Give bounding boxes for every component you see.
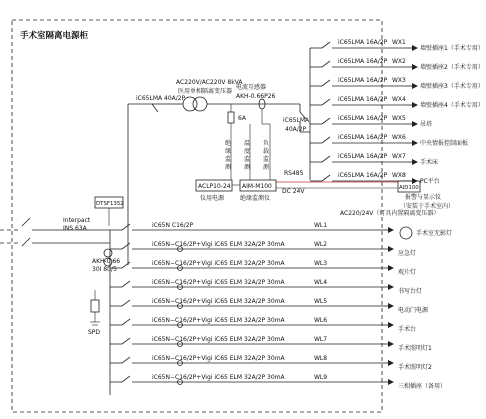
upper-circuit-code: WX1 [392, 39, 406, 46]
lower-circuit-wl3 [110, 260, 416, 276]
arrow-icon [388, 303, 394, 309]
upper-load-label: 墙壁插座1（手术专用） [420, 45, 484, 52]
upper-load-label: 墙壁插座3（手术专用） [420, 83, 484, 90]
upper-load-label: 吊塔 [420, 121, 433, 128]
alarm-label: 报警与显示仪 [405, 194, 442, 201]
arrow-icon [412, 121, 418, 127]
upper-feeder-breaker: iC65LMA [283, 117, 310, 124]
rs485-label: RS485 [284, 170, 304, 177]
transformer-name: 医用单相隔离变压器 [178, 88, 233, 95]
lower-circuit-code: WL7 [314, 336, 328, 343]
upper-circuit-code: WX7 [392, 153, 406, 160]
arrow-icon [412, 64, 418, 70]
upper-breaker-label: iC65LMA 16A/2P [338, 96, 388, 103]
upper-circuit-code: WX4 [392, 96, 406, 103]
interpact-label: Interpact [63, 217, 91, 224]
upper-circuit-code: WX5 [392, 115, 406, 122]
arrow-icon [388, 265, 394, 271]
arrow-icon [388, 246, 394, 252]
spd-label: SPD [88, 329, 101, 336]
upper-load-label: 中央情报控制面板 [420, 140, 469, 147]
arrow-icon [388, 227, 394, 233]
wl1-extra-label: AC220/24V（灯具内置隔离变压器） [340, 210, 440, 217]
lower-circuit-code: WL4 [314, 279, 328, 286]
panel-title: 手术室隔离电源柜 [20, 31, 89, 41]
lower-load-label: 三相插座（备用） [398, 383, 447, 390]
upper-feeder-rating: 40A/2P [285, 126, 307, 133]
power-label: 仪用电源 [200, 195, 225, 202]
lower-circuit-wl9 [110, 374, 446, 390]
lower-load-label: 应急灯 [398, 250, 417, 257]
fuse-symbol [228, 112, 234, 123]
surgical-lamp-symbol [400, 227, 412, 239]
ct-model: AKH-0.66P26 [236, 93, 276, 100]
lower-breaker-label: iC65N C16/2P [152, 222, 194, 229]
lower-breaker-label: iC65N−C16/2P+Vigi iC65 ELM 32A/2P 30mA [152, 298, 285, 305]
upper-load-label: PC平台 [420, 178, 440, 185]
arrow-icon [388, 322, 394, 328]
lower-circuit-code: WL2 [314, 241, 328, 248]
upper-breaker-label: iC65LMA 16A/2P [338, 115, 388, 122]
isolation-transformer-symbol [183, 97, 207, 111]
lower-circuit-wl8 [110, 355, 432, 371]
lower-breaker-label: iC65N−C16/2P+Vigi iC65 ELM 32A/2P 30mA [152, 279, 285, 286]
meter-ratio: 30I 80/5 [92, 266, 117, 273]
tx-breaker-label: iC65LMA 40A/2P [136, 95, 186, 102]
aclp-label: ACLP10-24 [198, 183, 231, 190]
aid100-label: AID100 [399, 185, 419, 191]
upper-load-label: 墙壁插座2（手术专用） [420, 64, 484, 71]
lower-circuit-wl7 [110, 336, 432, 352]
lower-breaker-label: iC65N−C16/2P+Vigi iC65 ELM 32A/2P 30mA [152, 355, 285, 362]
col-insulation: 绝缘监测 [225, 140, 232, 171]
lower-circuit-code: WL8 [314, 355, 328, 362]
upper-circuit-wx1 [310, 39, 484, 52]
upper-breaker-label: iC65LMA 16A/2P [338, 77, 388, 84]
upper-circuit-wx4 [310, 96, 484, 109]
upper-circuit-code: WX3 [392, 77, 406, 84]
upper-breaker-label: iC65LMA 16A/2P [338, 153, 388, 160]
arrow-icon [388, 341, 394, 347]
lower-circuit-code: WL3 [314, 260, 328, 267]
arrow-icon [412, 45, 418, 51]
lower-load-label: 电动门电源 [398, 307, 429, 314]
upper-circuit-code: WX8 [392, 172, 406, 179]
col-load: 负载监测 [263, 140, 270, 171]
lower-circuit-code: WL5 [314, 298, 328, 305]
arrow-icon [412, 83, 418, 89]
dc24v-label: DC 24V [282, 188, 305, 195]
arrow-icon [388, 379, 394, 385]
upper-breaker-label: iC65LMA 16A/2P [338, 39, 388, 46]
lower-circuit-code: WL1 [314, 222, 328, 229]
ct-label: 电流互感器 [236, 84, 267, 91]
transformer-rating: AC220V/AC220V 8kVA [176, 79, 243, 86]
lower-circuit-wl2 [110, 241, 416, 257]
arrow-icon [412, 159, 418, 165]
lower-load-label: 手术台 [398, 326, 417, 333]
arrow-icon [412, 140, 418, 146]
spd-symbol [91, 300, 99, 312]
spd-module-label: DTSF1352 [96, 201, 124, 207]
upper-circuit-wx8 [310, 172, 440, 185]
col-temperature: 温度监测 [244, 140, 251, 171]
alarm-location: （安装于手术室内） [400, 203, 455, 210]
monitor-column-labels [225, 139, 269, 171]
upper-breaker-label: iC65LMA 16A/2P [338, 172, 388, 179]
lower-breaker-label: iC65N−C16/2P+Vigi iC65 ELM 32A/2P 30mA [152, 336, 285, 343]
upper-breaker-label: iC65LMA 16A/2P [338, 134, 388, 141]
upper-circuit-wx7 [310, 153, 438, 166]
arrow-icon [388, 284, 394, 290]
lower-load-label: 观片灯 [398, 269, 417, 276]
upper-circuit-code: WX2 [392, 58, 406, 65]
lower-load-label: 手术照明灯2 [398, 364, 432, 371]
aim-label: AIM-M100 [242, 183, 272, 190]
upper-breaker-label: iC65LMA 16A/2P [338, 58, 388, 65]
fuse-label: 6A [238, 115, 246, 122]
lower-breaker-label: iC65N−C16/2P+Vigi iC65 ELM 32A/2P 30mA [152, 260, 285, 267]
lower-circuit-wl1 [110, 222, 452, 239]
upper-circuit-wx5 [310, 115, 432, 128]
lower-load-label: 手术室无影灯 [416, 230, 453, 237]
upper-load-label: 墙壁插座4（手术专用） [420, 102, 484, 109]
upper-circuit-wx2 [310, 58, 484, 71]
lower-load-label: 书写台灯 [398, 288, 423, 295]
lower-load-label: 手术照明灯1 [398, 345, 432, 352]
upper-circuit-wx3 [310, 77, 484, 90]
upper-circuit-code: WX6 [392, 134, 406, 141]
upper-load-label: 手术床 [420, 159, 439, 166]
arrow-icon [388, 360, 394, 366]
lower-circuit-wl4 [110, 279, 422, 295]
lower-circuit-wl6 [110, 317, 416, 333]
arrow-icon [412, 102, 418, 108]
lower-breaker-label: iC65N−C16/2P+Vigi iC65 ELM 32A/2P 30mA [152, 241, 285, 248]
interpact-rating: INS 63A [63, 225, 87, 232]
lower-circuit-code: WL6 [314, 317, 328, 324]
lower-breaker-label: iC65N−C16/2P+Vigi iC65 ELM 32A/2P 30mA [152, 317, 285, 324]
lower-circuit-wl5 [110, 298, 429, 314]
monitor-device-label: 绝缘监测仪 [240, 195, 271, 202]
lower-circuit-code: WL9 [314, 374, 328, 381]
meter-label: AKH-0.66 [92, 258, 121, 265]
lower-breaker-label: iC65N−C16/2P+Vigi iC65 ELM 32A/2P 30mA [152, 374, 285, 381]
upper-circuit-wx6 [310, 134, 468, 147]
